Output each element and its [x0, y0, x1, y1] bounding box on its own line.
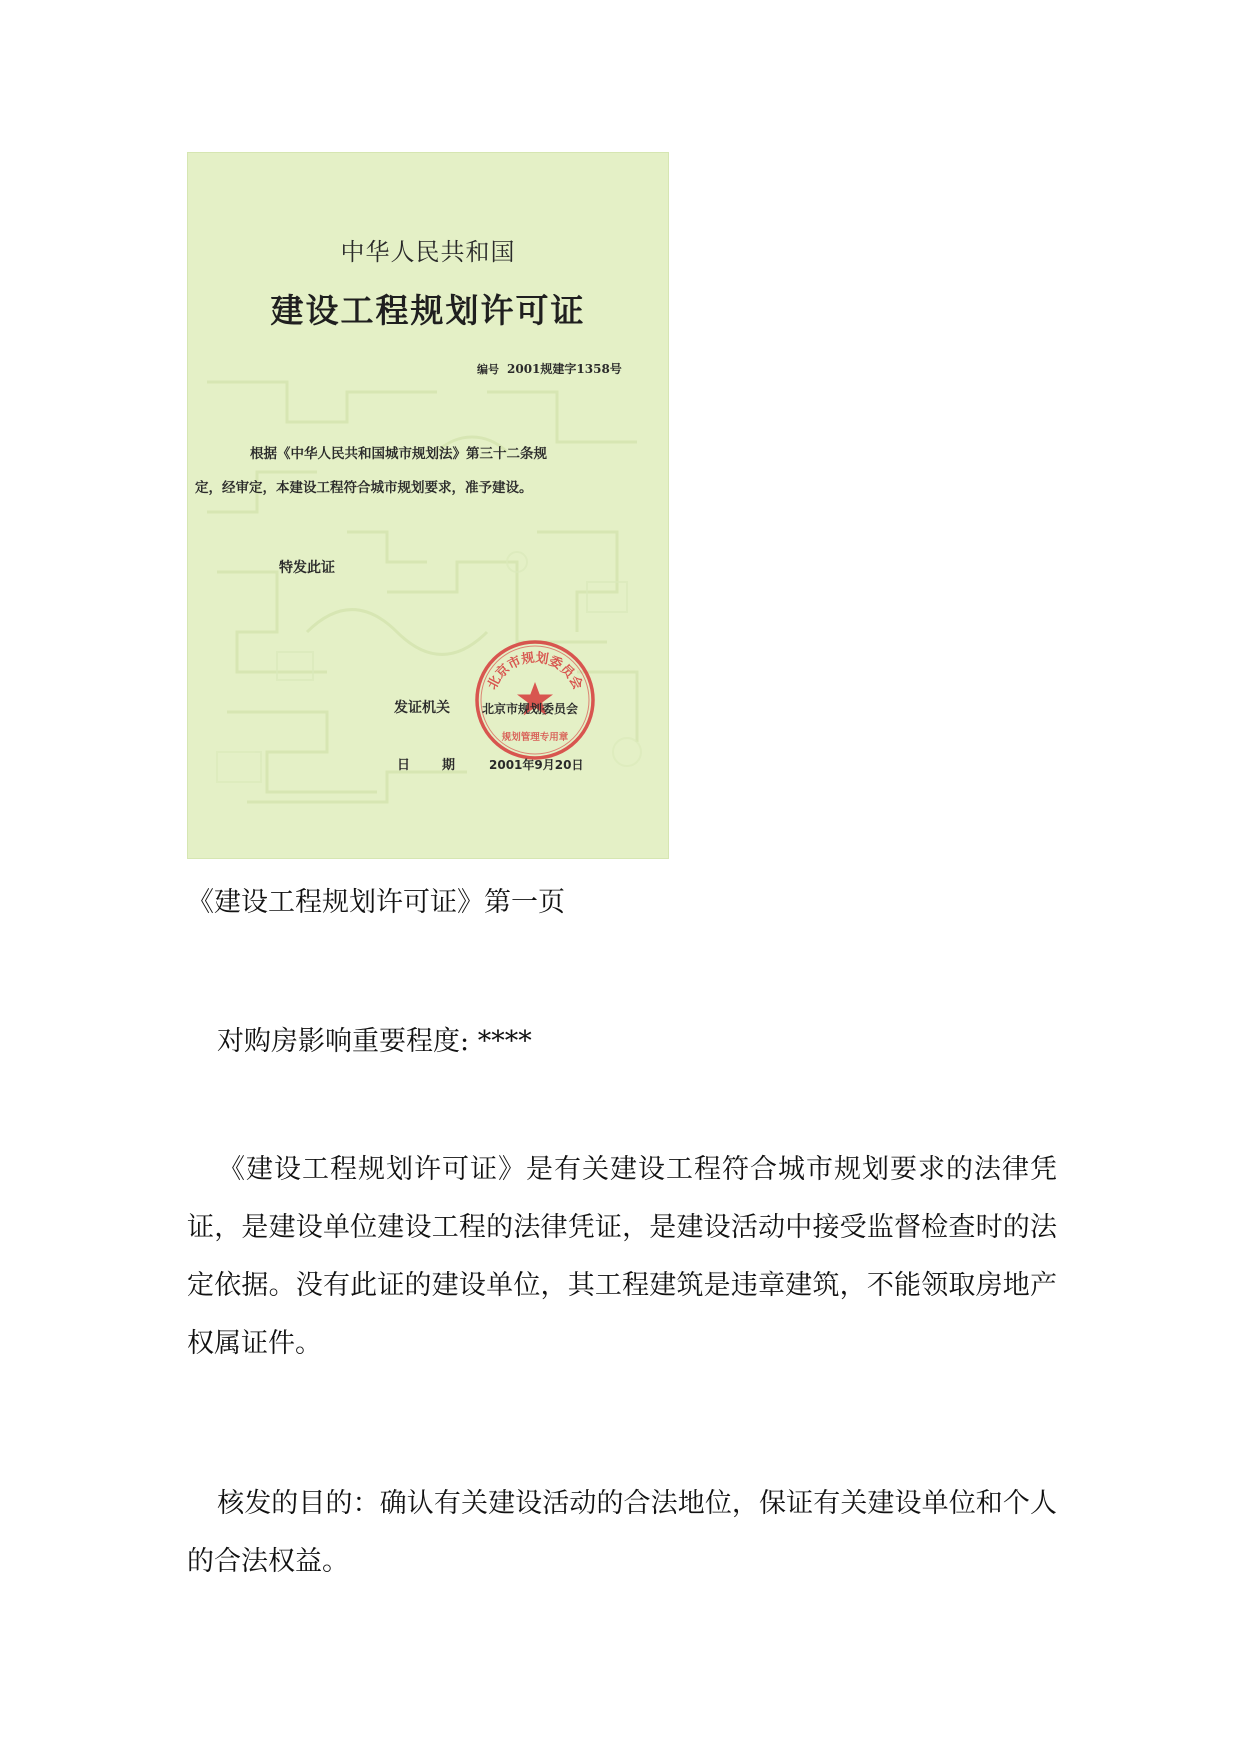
description-text: 《建设工程规划许可证》是有关建设工程符合城市规划要求的法律凭证，是建设单位建设工程的法律凭证，是建设活动中接受监督检查时的法定依据。没有此证的建设单位，其工程建筑是违章建筑，不能领取房地产权属证件。: [187, 1154, 1057, 1359]
purpose-text: 核发的目的：确认有关建设活动的合法地位，保证有关建设单位和个人的合法权益。: [187, 1488, 1057, 1577]
certificate-date-value: 2001年9月20日: [489, 758, 584, 772]
certificate-image: [187, 152, 669, 859]
seal-ring-text: 北京市规划委员会: [485, 650, 585, 693]
certificate-country: 中华人民共和国: [340, 238, 516, 266]
certificate-authority-label: 发证机关: [394, 700, 450, 716]
certificate-issue-text: 特发此证: [279, 560, 335, 576]
certificate-number: [477, 360, 622, 377]
purpose-paragraph: [187, 1475, 1057, 1591]
importance-rating: [187, 1013, 1057, 1071]
certificate-authority-value: 北京市规划委员会: [482, 702, 579, 716]
certificate-number-value: 2001规建字1358号: [507, 362, 622, 376]
importance-label: 对购房影响重要程度:: [217, 1026, 470, 1057]
certificate-date-label: 日期: [397, 758, 488, 773]
description-paragraph: [187, 1141, 1057, 1373]
image-caption: 《建设工程规划许可证》第一页: [187, 887, 565, 918]
certificate-number-label: 编号: [477, 363, 499, 376]
certificate-body-line-2: 定，经审定，本建设工程符合城市规划要求，准予建设。: [195, 480, 533, 496]
importance-stars: ****: [477, 1026, 532, 1057]
seal-bottom-text: 规划管理专用章: [501, 732, 569, 743]
certificate-body-line-1: 根据《中华人民共和国城市规划法》第三十二条规: [250, 446, 547, 462]
certificate-title: 建设工程规划许可证: [270, 291, 586, 330]
